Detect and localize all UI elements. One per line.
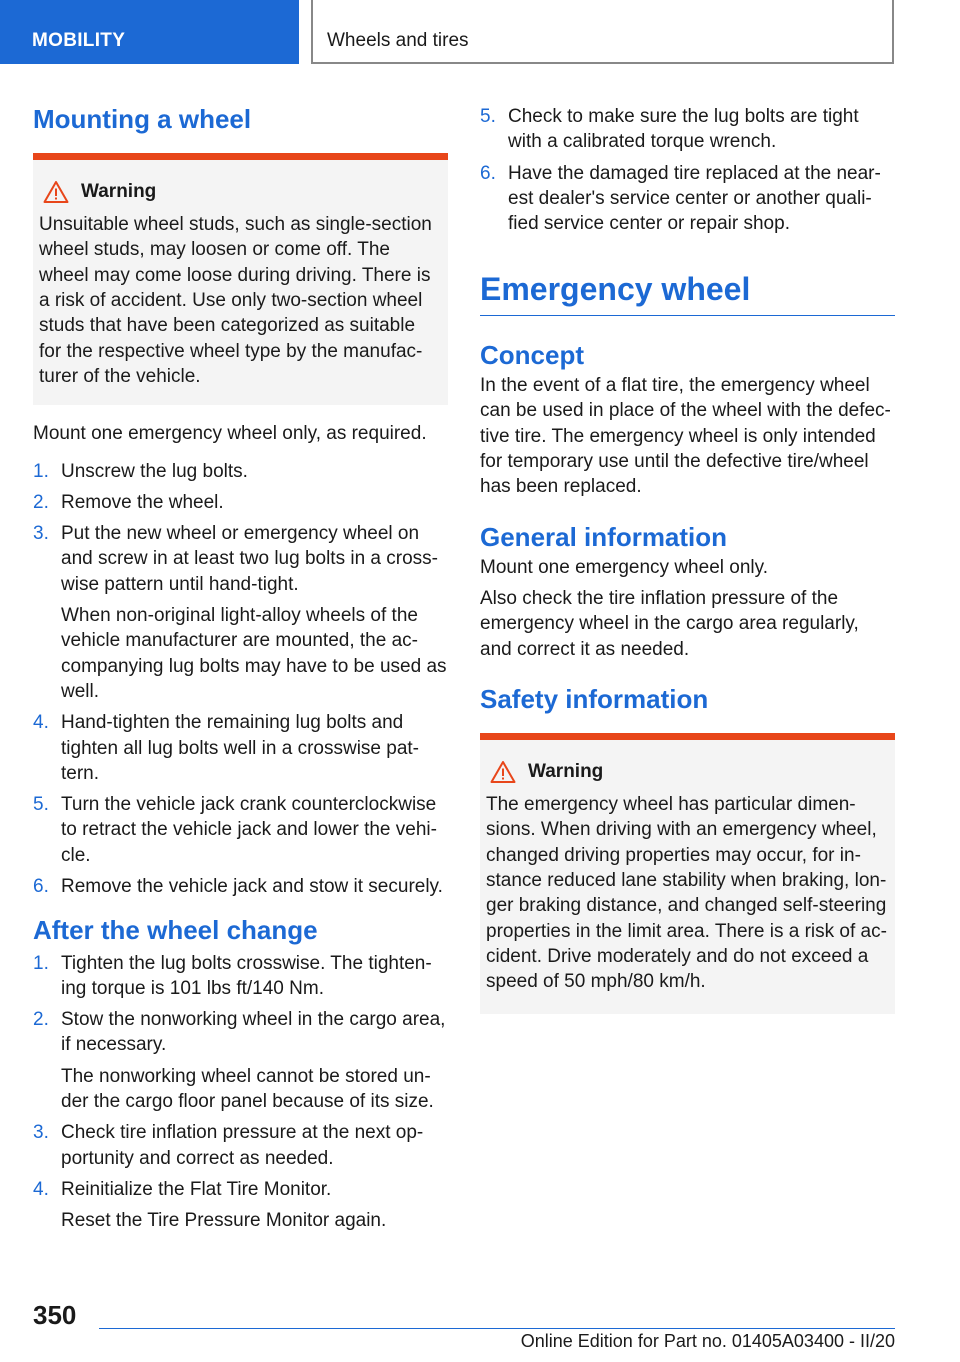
- warning-label: Warning: [528, 761, 604, 783]
- mounting-heading: Mounting a wheel: [33, 104, 252, 134]
- step-text: Hand-tighten the remaining lug bolts and tighten all lug bolts well in a crosswise pat-tern.: [61, 712, 420, 784]
- general-info-heading: General information: [480, 521, 728, 552]
- page-title: Emergency wheel: [480, 271, 751, 308]
- step-number: 3.: [33, 1122, 49, 1144]
- header-chapter-tab: [311, 0, 894, 64]
- list-item: [33, 874, 448, 899]
- warning-triangle-icon: [43, 180, 69, 204]
- step-text: Check to make sure the lug bolts are tight with a calibrated torque wrench.: [508, 106, 859, 153]
- step-note: Reset the Tire Pressure Monitor again.: [61, 1210, 387, 1232]
- step-text: Stow the nonworking wheel in the cargo area, if necessary.: [61, 1009, 446, 1056]
- step-text: Reinitialize the Flat Tire Monitor.: [61, 1178, 332, 1200]
- step-text: Have the damaged tire replaced at the near-est dealer's service center or another quali-fied service center or repair shop.: [508, 162, 881, 235]
- concept-heading: Concept: [480, 339, 584, 370]
- warning-box: [480, 733, 895, 1014]
- warning-triangle-icon: [490, 760, 516, 784]
- mounting-steps: [33, 459, 448, 900]
- step-number: 4.: [33, 1178, 49, 1200]
- list-item: [33, 459, 448, 484]
- general-info-text-2: Also check the tire inflation pressure of the emergency wheel in the cargo area regularly, and correct it as needed.: [480, 588, 859, 660]
- header-section-tab: [0, 0, 299, 64]
- step-text: Remove the wheel.: [61, 491, 224, 513]
- step-text: Tighten the lug bolts crosswise. The tighten-ing torque is 101 lbs ft/140 Nm.: [61, 952, 432, 999]
- list-item: [480, 161, 895, 237]
- step-number: 1.: [33, 952, 49, 974]
- after-change-heading: After the wheel change: [33, 915, 318, 946]
- warning-box: [33, 153, 448, 405]
- step-number: 6.: [480, 162, 496, 184]
- right-column: [480, 96, 895, 1014]
- step-number: 3.: [33, 523, 49, 545]
- step-text: Put the new wheel or emergency wheel on and screw in at least two lug bolts in a cross-wise pattern until hand-tight.: [61, 523, 439, 595]
- concept-text: In the event of a flat tire, the emergency wheel can be used in place of the wheel with the defec-tive tire. The emergency wheel is only intended for temporary use until the defective tire/wheel has been replaced.: [480, 375, 891, 498]
- list-item: [33, 1120, 448, 1171]
- general-info-text-1: Mount one emergency wheel only.: [480, 556, 768, 578]
- warning-label: Warning: [81, 181, 157, 203]
- header-chapter-label: Wheels and tires: [327, 30, 469, 51]
- intro-text: Mount one emergency wheel only, as required.: [33, 423, 427, 445]
- footer: [99, 1328, 895, 1351]
- step-text: Turn the vehicle jack crank counterclockwise to retract the vehicle jack and lower the vehi-cle.: [61, 794, 437, 866]
- step-note: When non-original light-alloy wheels of the vehicle manufacturer are mounted, the ac-companying lug bolts may have to be used as well.: [61, 605, 447, 702]
- warning-text: Unsuitable wheel studs, such as single-section wheel studs, may loosen or come off. The wheel may come loose during driving. There is a risk of accident. Use only two-section wheel studs that have been categorized as suitable for the respective wheel type by the manufac-turer of the vehicle.: [39, 214, 432, 387]
- warning-text: The emergency wheel has particular dimen-sions. When driving with an emergency wheel, changed driving properties may occur, for in-stance reduced lane stability when braking, lon-ger braking distance, and changed self-steering properties in the limit area. There is a risk of ac-cident. Drive moderately and do not exceed a speed of 50 mph/80 km/h.: [486, 794, 887, 993]
- step-number: 4.: [33, 712, 49, 734]
- list-item: [33, 1177, 448, 1234]
- step-note: The nonworking wheel cannot be stored un-der the cargo floor panel because of its size.: [61, 1065, 434, 1112]
- left-column: [33, 96, 448, 1239]
- step-number: 6.: [33, 876, 49, 898]
- page-number: 350: [33, 1300, 77, 1330]
- edition-text: Online Edition for Part no. 01405A03400 - II/20: [520, 1331, 895, 1351]
- step-number: 2.: [33, 1009, 49, 1031]
- list-item: [480, 104, 895, 155]
- step-text: Unscrew the lug bolts.: [61, 460, 248, 482]
- after-change-steps: [33, 951, 448, 1234]
- continued-steps: [480, 104, 895, 236]
- step-text: Remove the vehicle jack and stow it securely.: [61, 876, 443, 898]
- step-text: Check tire inflation pressure at the next op-portunity and correct as needed.: [61, 1122, 424, 1169]
- safety-info-heading: Safety information: [480, 683, 709, 714]
- header-section-label: MOBILITY: [32, 30, 126, 51]
- list-item: [33, 792, 448, 868]
- step-number: 5.: [480, 106, 496, 127]
- emergency-wheel-title-block: [480, 270, 895, 315]
- list-item: [33, 710, 448, 786]
- list-item: [33, 951, 448, 1002]
- list-item: [33, 521, 448, 704]
- list-item: [33, 490, 448, 515]
- list-item: [33, 1007, 448, 1114]
- step-number: 5.: [33, 794, 49, 816]
- step-number: 1.: [33, 460, 49, 482]
- step-number: 2.: [33, 491, 49, 513]
